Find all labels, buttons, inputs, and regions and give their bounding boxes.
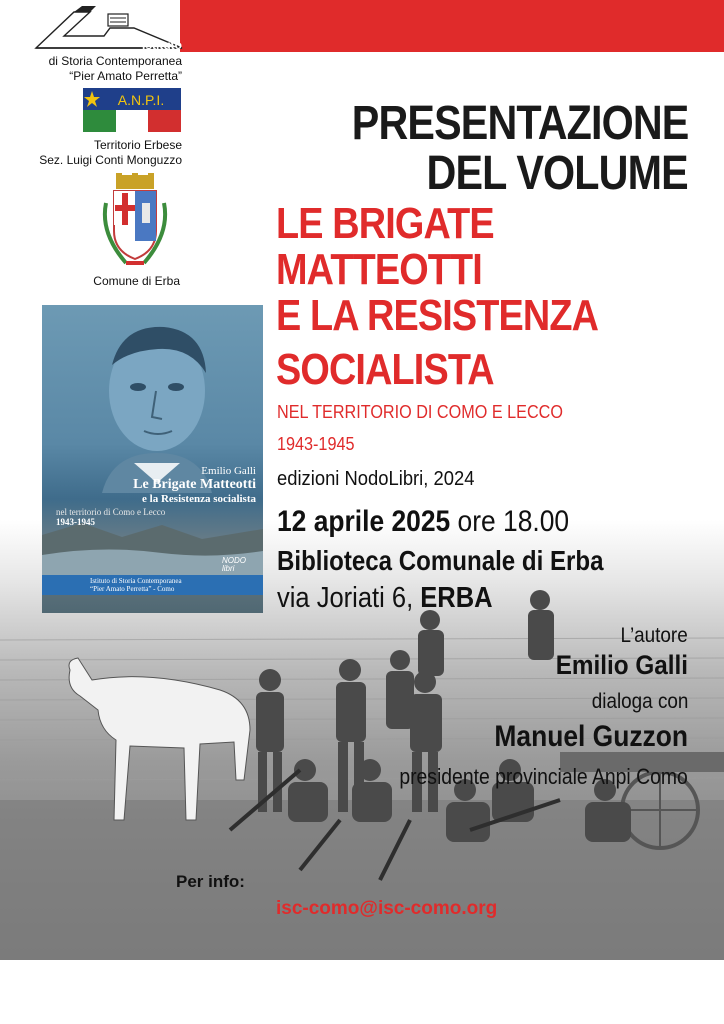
institute-sub-line2: “Pier Amato Perretta” xyxy=(69,69,182,83)
author-name: Emilio Galli xyxy=(555,650,688,680)
book-title-line4: SOCIALISTA xyxy=(276,345,494,394)
anpi-line2: Sez. Luigi Conti Monguzzo xyxy=(39,153,182,167)
cover-author: Emilio Galli xyxy=(201,465,256,477)
cover-publisher-line2: libri xyxy=(222,564,235,573)
cover-strip-text xyxy=(90,577,260,593)
info-label: Per info: xyxy=(176,872,245,891)
book-title-line1: LE BRIGATE xyxy=(276,199,494,248)
book-edition: edizioni NodoLibri, 2024 xyxy=(277,468,475,490)
event-datetime xyxy=(277,505,569,539)
event-address xyxy=(277,582,493,615)
event-venue: Biblioteca Comunale di Erba xyxy=(277,545,604,576)
cover-strip-line1: Istituto di Storia Contemporanea xyxy=(90,577,182,585)
cover-place: nel territorio di Como e Lecco xyxy=(56,507,166,517)
cover-years: 1943-1945 xyxy=(56,517,95,527)
institute-subtitle xyxy=(6,54,182,84)
cover-title: Le Brigate Matteotti xyxy=(133,477,256,492)
address-street: via Joriati 6, xyxy=(277,582,421,614)
institute-sub-line1: di Storia Contemporanea xyxy=(48,54,182,68)
cover-strip-line2: “Pier Amato Perretta” - Como xyxy=(90,585,175,593)
guest-name: Manuel Guzzon xyxy=(494,720,688,753)
contact-email-link[interactable]: isc-como@isc-como.org xyxy=(276,898,498,919)
heading-line2: DEL VOLUME xyxy=(426,147,688,200)
event-time: ore 18.00 xyxy=(450,505,570,538)
anpi-logo-icon xyxy=(83,88,181,132)
author-label: L’autore xyxy=(620,624,688,647)
institute-name: Istituto xyxy=(142,38,182,52)
anpi-line1: Territorio Erbese xyxy=(93,138,182,152)
dialogue-label: dialoga con xyxy=(591,690,688,713)
anpi-logo-text: A.N.P.I. xyxy=(117,92,165,108)
book-title-line2: MATTEOTTI xyxy=(276,245,482,294)
heading-line1: PRESENTAZIONE xyxy=(351,97,688,150)
book-title-line3: E LA RESISTENZA xyxy=(276,291,599,340)
cover-publisher xyxy=(222,557,262,573)
book-cover xyxy=(42,305,263,613)
bottom-white-band xyxy=(0,960,724,1024)
cover-subtitle: e la Resistenza socialista xyxy=(142,493,256,505)
comune-label: Comune di Erba xyxy=(93,274,180,288)
book-years: 1943-1945 xyxy=(277,434,355,454)
event-date: 12 aprile 2025 xyxy=(277,505,451,538)
erba-crest-icon xyxy=(96,173,174,273)
book-subtitle: NEL TERRITORIO DI COMO E LECCO xyxy=(277,402,563,422)
guest-role: presidente provinciale Anpi Como xyxy=(399,764,688,789)
address-city: ERBA xyxy=(420,582,493,614)
cover-publisher-line1: NODO xyxy=(222,556,246,565)
anpi-section xyxy=(6,138,182,168)
